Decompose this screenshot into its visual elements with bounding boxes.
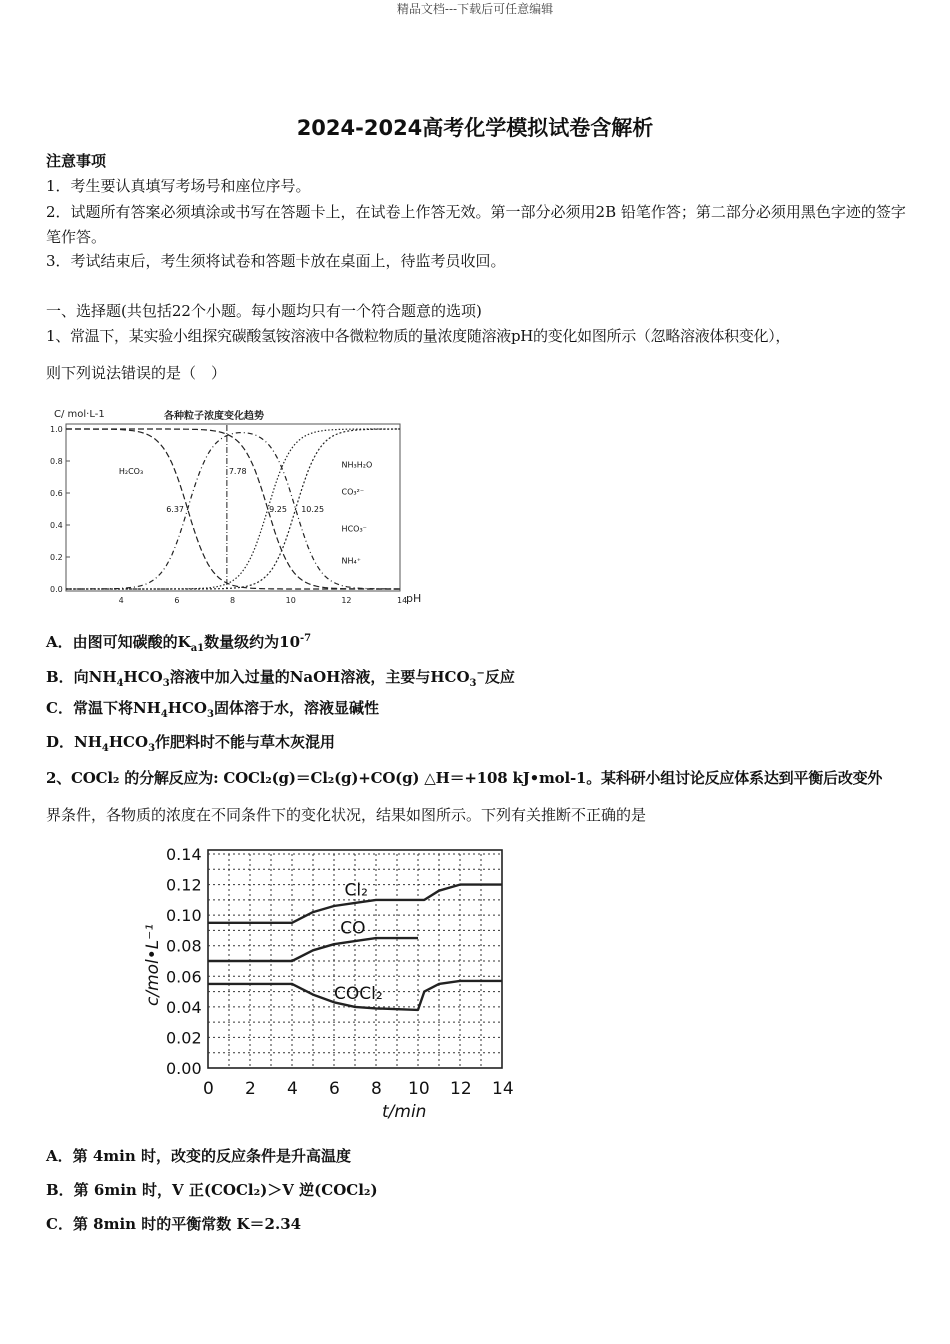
series-CO	[208, 938, 418, 961]
q1-stem: 1、常温下，某实验小组探究碳酸氢铵溶液中各微粒物质的量浓度随溶液pH的变化如图所示（忽略溶液体积变化），	[46, 327, 791, 345]
x-tick-label: 4	[287, 1079, 298, 1099]
annot-778: 7.78	[228, 466, 247, 476]
x-axis-label: pH	[406, 592, 422, 605]
x-tick-label: 14	[397, 596, 408, 605]
x-tick-label: 10	[285, 596, 296, 605]
q2-option-c: C．第 8min 时的平衡常数 K＝2.34	[46, 1215, 302, 1233]
x-tick-label: 2	[245, 1079, 256, 1099]
x-tick-label: 10	[408, 1079, 430, 1099]
label-co3: CO₃²⁻	[341, 487, 365, 497]
annot-1025: 10.25	[301, 505, 325, 515]
curve-HCO3-	[66, 433, 400, 589]
q2-option-b: B．第 6min 时，V 正(COCl₂)＞V 逆(COCl₂)	[46, 1181, 378, 1199]
x-tick-label: 6	[174, 596, 180, 605]
y-tick-label: 0.2	[50, 553, 63, 562]
label-hco3: HCO₃⁻	[341, 524, 367, 534]
x-tick-label: 0	[203, 1079, 214, 1099]
q2-stem: 2、COCl₂ 的分解反应为: COCl₂(g)＝Cl₂(g)+CO(g) △H＝+108 kJ•mol-1。某科研小组讨论反应体系达到平衡后改变外	[46, 769, 883, 787]
y-tick-label: 0.02	[166, 1028, 202, 1048]
q1-option-a: A．由图可知碳酸的$K_{a1}$数量级约为$10^{-7}$	[46, 633, 312, 654]
y-tick-label: 0.12	[166, 875, 202, 895]
x-tick-label: 8	[230, 596, 236, 605]
q2-option-a: A．第 4min 时，改变的反应条件是升高温度	[46, 1147, 351, 1165]
chart1-title: 各种粒子浓度变化趋势	[164, 411, 264, 422]
y-tick-label: 0.06	[166, 967, 202, 987]
label-h2co3: H₂CO₃	[118, 466, 144, 476]
y-tick-label: 1.0	[50, 425, 63, 434]
y-tick-label: 0.0	[50, 585, 63, 594]
y-tick-label: 0.08	[166, 936, 202, 956]
y-tick-label: 0.10	[166, 906, 202, 926]
section-heading: 一、选择题(共包括22个小题。每小题均只有一个符合题意的选项)	[46, 302, 482, 320]
x-tick-label: 12	[450, 1079, 472, 1099]
chart2-ylabel: c/mol•L⁻¹	[143, 923, 163, 1006]
y-tick-label: 0.14	[166, 845, 202, 864]
annot-637: 6.37	[166, 505, 185, 515]
page-title: 2024-2024高考化学模拟试卷含解析	[296, 116, 654, 140]
label-nh4: NH₄⁺	[341, 556, 361, 566]
x-tick-label: 14	[492, 1079, 514, 1099]
q1-chart	[44, 402, 424, 607]
x-tick-label: 4	[118, 596, 124, 605]
x-tick-label: 6	[329, 1079, 340, 1099]
x-tick-label: 8	[371, 1079, 382, 1099]
q2-chart	[130, 836, 530, 1126]
q1-stem: 则下列说法错误的是（ ）	[46, 364, 227, 382]
notice-heading: 注意事项	[46, 152, 107, 170]
notice-item: 3．考试结束后，考生须将试卷和答题卡放在桌面上，待监考员收回。	[46, 252, 506, 270]
page-header: 精品文档---下载后可任意编辑	[396, 2, 554, 16]
label-nh3h2o: NH₃H₂O	[341, 460, 373, 470]
notice-item: 2．试题所有答案必须填涂或书写在答题卡上，在试卷上作答无效。第一部分必须用2B 铅笔作答；第二部分必须用黑色字迹的签字笔作答。	[46, 203, 906, 246]
q1-option-c: C．常温下将$NH_4HCO_3$固体溶于水，溶液显碱性	[46, 699, 379, 720]
y-tick-label: 0.00	[166, 1059, 202, 1078]
chart1-ylabel: C/ mol·L-1	[54, 409, 105, 420]
y-tick-label: 0.6	[50, 489, 63, 498]
label-Cl2: Cl₂	[344, 880, 368, 901]
q1-option-d: D．$NH_4HCO_3$作肥料时不能与草木灰混用	[46, 733, 336, 754]
q2-stem: 界条件，各物质的浓度在不同条件下的变化状况，结果如图所示。下列有关推断不正确的是	[46, 806, 647, 824]
y-tick-label: 0.8	[50, 457, 63, 466]
x-tick-label: 12	[341, 596, 352, 605]
notice-item: 1．考生要认真填写考场号和座位序号。	[46, 177, 311, 195]
chart2-xlabel: t/min	[382, 1102, 427, 1122]
q1-option-b: B．向$NH_4HCO_3$溶液中加入过量的NaOH溶液，主要与$HCO_3^-$反应	[46, 668, 515, 689]
y-tick-label: 0.4	[50, 521, 63, 530]
annot-925: 9.25	[269, 505, 287, 515]
label-COCl2: COCl₂	[334, 984, 383, 1005]
y-tick-label: 0.04	[166, 997, 202, 1017]
label-CO: CO	[340, 918, 366, 939]
